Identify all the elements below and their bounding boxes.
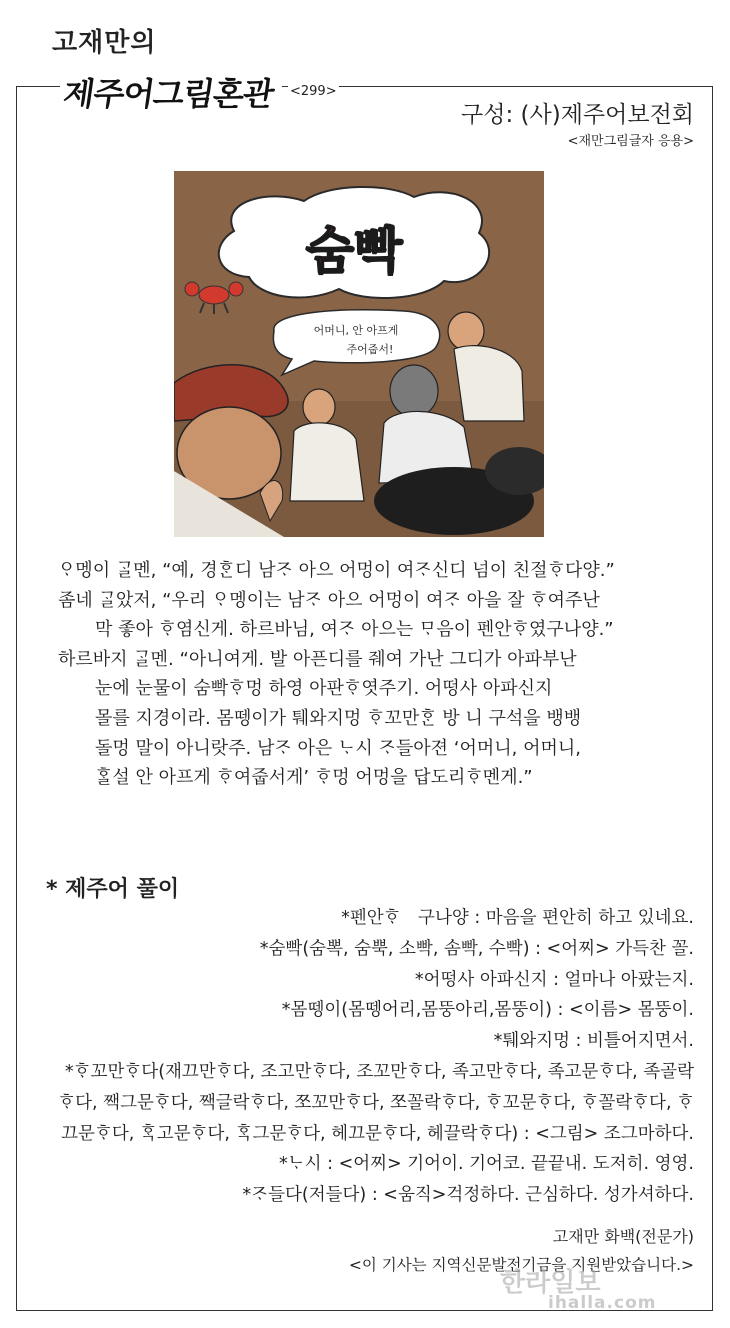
dialogue-line: 막 좋아 ᄒᆞ염신게. 하르바님, 여ᄌᆞ 아으는 ᄆᆞ음이 펜안ᄒᆞ였구나양.” [95, 619, 614, 641]
watermark-logo: 한라일보 [500, 1268, 601, 1298]
dialogue-line: 눈에 눈물이 숨빡ᄒᆞ멍 하영 아판ᄒᆞ엿주기. 어떵사 아파신지 [95, 678, 553, 700]
glossary-title: * 제주어 풀이 [46, 877, 180, 902]
glossary-line: *ᄂᆞ시 : <어찌> 기어이. 기어코. 끝끝내. 도저히. 영영. [278, 1154, 694, 1175]
speech-line-2: 주어줍서! [346, 343, 394, 356]
dialogue-line: 돌멍 말이 아니랏주. 남ᄌᆞ 아은 ᄂᆞ시 ᄌᆞ들아젼 ‘어머니, 어머니, [95, 737, 581, 759]
dialogue-text [58, 556, 678, 793]
glossary-line: *어떵사 아파신지 : 얼마나 아팠는지. [414, 969, 694, 990]
glossary-line: *몸뗑이(몸뗑어리,몸뚱아리,몸뚱이) : <이름> 몸뚱이. [281, 1000, 694, 1021]
series-logo [60, 66, 282, 118]
illustration-title: 숨빡 [305, 222, 403, 280]
glossary-line: *ᄌᆞ들다(저들다) : <움직>걱정하다. 근심하다. 성가셔하다. [242, 1185, 694, 1206]
funding-credit: <이 기사는 지역신문발전기금을 지원받았습니다.> [348, 1256, 694, 1274]
man-with-hat-figure [174, 365, 288, 537]
dialogue-line: ᄒᆞᆯ설 안 아프게 ᄒᆞ여줍서게’ ᄒᆞ멍 어멍을 답도리ᄒᆞ멘게.” [95, 767, 533, 789]
dialogue-line: 좀네 ᄀᆞᆯ았저, “우리 ᄋᆞ멩이는 남ᄌᆞ 아으 어멍이 여ᄌᆞ 아을 잘 ᄒᆞ여주난 [58, 589, 600, 611]
glossary-line: *퉤와지멍 : 비틀어지면서. [493, 1031, 694, 1052]
dialogue-line: ᄋᆞ멩이 ᄀᆞᆯ멘, “예, 경ᄒᆞᆫ디 남ᄌᆞ 아으 어멍이 여ᄌᆞ신디 넘이 친절ᄒᆞ다양.” [58, 560, 615, 581]
glossary-line: *펜안ᄒᆞ 구나양 : 마음을 편안히 하고 있네요. [341, 908, 694, 928]
dialogue-line: 몰를 지경이라. 몸뗑이가 퉤와지멍 ᄒᆞ꼬만ᄒᆞᆫ 방 니 구석을 뱅뱅 [95, 707, 582, 729]
issue-number: <299> [290, 84, 337, 99]
glossary-line: 끄문ᄒᆞ다, ᄒᆞᆨ고문ᄒᆞ다, ᄒᆞᆨ그문ᄒᆞ다, 헤끄문ᄒᆞ다, 헤끌락ᄒᆞ다) : <그림> 조그마하다. [61, 1123, 694, 1144]
organization: 구성: (사)제주어보전회 [461, 102, 694, 128]
glossary-line: *숨빡(숨뽁, 숨뿍, 소빡, 솜빡, 수빡) : <어찌> 가득찬 꼴. [259, 938, 694, 959]
series-title: 고재만의 [52, 28, 157, 58]
glossary-line: ᄒᆞ다, 짹그문ᄒᆞ다, 짹글락ᄒᆞ다, 쪼꼬만ᄒᆞ다, 쪼꼴락ᄒᆞ다, ᄒᆞ꼬문ᄒᆞ다, ᄒᆞ꼴락ᄒᆞ다, ᄒᆞ [58, 1092, 694, 1113]
dialogue-line: 하르바지 ᄀᆞᆯ멘. “아니여게. 발 아픈디를 줴여 가난 그디가 아파부난 [58, 648, 577, 670]
author-credit: 고재만 화백(전문가) [552, 1227, 694, 1246]
glossary-line: *ᄒᆞ꼬만ᄒᆞ다(재끄만ᄒᆞ다, 조고만ᄒᆞ다, 조꼬만ᄒᆞ다, 족고만ᄒᆞ다, 족고문ᄒᆞ다, 족골락 [64, 1061, 694, 1082]
illustration [174, 171, 544, 537]
organization-subtitle: <재만그림글자 응용> [567, 134, 694, 149]
glossary-list [44, 903, 694, 1211]
logo-text: 제주어그림혼관 [61, 75, 276, 113]
watermark-url: ihalla.com [548, 1293, 657, 1313]
speech-line-1: 어머니, 안 아프게 [313, 324, 399, 337]
